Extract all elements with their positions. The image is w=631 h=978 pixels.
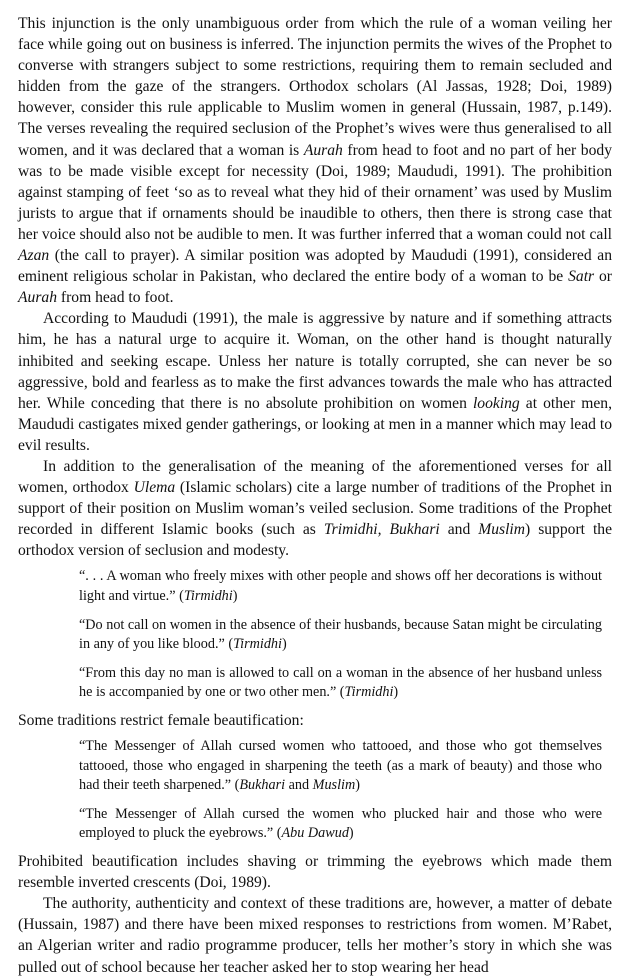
- term-aurah: Aurah: [303, 141, 343, 159]
- paragraph-beautification-intro: Some traditions restrict female beautification:: [18, 712, 304, 729]
- quote-close: ): [348, 825, 354, 842]
- quote-abu-dawud: [79, 805, 602, 844]
- quote-source: Abu Dawud: [281, 825, 349, 842]
- quote-text: “The Messenger of Allah cursed women who tattooed, and those who got themselves tattooed, those who engaged in sharpening the teeth (as a mark of beauty) and those who had their teeth sharpened.” (: [79, 738, 602, 794]
- paragraph-maududi: [18, 308, 612, 456]
- quote-source: Tirmidhi: [183, 588, 233, 605]
- paragraph-injunction: [18, 13, 612, 308]
- book-bukhari: Bukhari: [389, 521, 440, 539]
- term-aurah: Aurah: [18, 289, 57, 307]
- quote-text: “Do not call on women in the absence of their husbands, because Satan might be circulating in any of you like blood.” (: [79, 616, 602, 653]
- quote-tirmidhi-1: [79, 567, 602, 606]
- paragraph-traditions: [18, 456, 612, 561]
- quote-close: ): [232, 588, 238, 605]
- term-satr: Satr: [568, 268, 595, 286]
- quote-text: and: [285, 777, 313, 794]
- term-ulema: Ulema: [133, 479, 176, 497]
- quote-source: Muslim: [312, 777, 356, 794]
- quote-bukhari-muslim: [79, 737, 602, 796]
- text: at other men, Maududi castigates mixed gender gatherings, or looking at men in a manner which may lead to evil results.: [18, 394, 612, 454]
- text: from head to foot.: [56, 289, 174, 307]
- quote-close: ): [393, 684, 399, 701]
- quote-source: Tirmidhi: [233, 636, 282, 653]
- text: (the call to prayer). A similar position was adopted by Maududi (1991), considered an eminent religious scholar in Pakistan, who declared the entire body of a woman to be: [18, 247, 612, 286]
- book-trimidhi: Trimidhi,: [323, 521, 382, 539]
- quote-text: “. . . A woman who freely mixes with other people and shows off her decorations is without light and virtue.” (: [79, 568, 602, 605]
- quote-source: Bukhari: [239, 777, 286, 794]
- quote-tirmidhi-3: [79, 664, 602, 703]
- paragraph-prohibited-beautification: Prohibited beautification includes shaving or trimming the eyebrows which made them resemble inverted crescents (Doi, 1989).: [18, 853, 612, 892]
- quote-source: Tirmidhi: [344, 684, 394, 701]
- text: According to Maududi (1991), the male is aggressive by nature and if something attracts him, he has a natural urge to acquire it. Woman, on the other hand is thought naturally inhibited and seeking escape. Unless her nature is totally corrupted, she can never be so aggressive, bold and fearless as to make the first advances towards the male who has attracted her. While conceding that there is no absolute prohibition on women: [18, 310, 612, 412]
- quote-close: ): [355, 777, 360, 794]
- text: or: [594, 268, 612, 286]
- text: from head to foot and no part of her body was to be made visible except for necessity (Doi, 1989; Maududi, 1991). The prohibition against stamping of feet ‘so as to reveal what they hid of their ornament’ was used by Muslim jurists to argue that if ornaments should be inaudible to others, then there is strong case that her voice should also not be audible to men. It was further inferred that a woman could not call: [18, 141, 612, 243]
- paragraph-authority: The authority, authenticity and context of these traditions are, however, a matter of debate (Hussain, 1987) and there have been mixed responses to restrictions from women. M’Rabet, an Algerian writer and radio programme producer, tells her mother’s story in which she was pulled out of school because her teacher asked her to stop wearing her head: [18, 895, 612, 976]
- text: This injunction is the only unambiguous order from which the rule of a woman veiling her face while going out on business is inferred. The injunction permits the wives of the Prophet to converse with strangers subject to some restrictions, requiring them to remain secluded and hidden from the gaze of the strangers. Orthodox scholars (Al Jassas, 1928; Doi, 1989) however, consider this rule applicable to Muslim women in general (Hussain, 1987, p.149). The verses revealing the required seclusion of the Prophet’s wives were thus generalised to all women, and it was declared that a woman is: [18, 15, 612, 159]
- book-muslim: Muslim: [478, 521, 526, 539]
- term-looking: looking: [472, 394, 520, 412]
- document-page: [18, 13, 612, 978]
- quote-close: ): [281, 636, 287, 653]
- text: and: [439, 521, 479, 539]
- term-azan: Azan: [18, 247, 50, 265]
- text: (Islamic scholars) cite a large number of traditions of the Prophet in support of their position on Muslim woman’s veiled seclusion. Some traditions of the Prophet recorded in different Islamic books (such as: [18, 479, 612, 539]
- text: ) support the orthodox version of seclusion and modesty.: [18, 521, 613, 560]
- text: In addition to the generalisation of the meaning of the aforementioned verses for all women, orthodox: [18, 457, 612, 497]
- quote-text: “From this day no man is allowed to call on a woman in the absence of her husband unless he is accompanied by one or two other men.” (: [79, 664, 602, 701]
- text: [382, 521, 390, 538]
- quote-tirmidhi-2: [79, 616, 602, 655]
- quote-text: “The Messenger of Allah cursed the women who plucked hair and those who were employed to pluck the eyebrows.” (: [79, 805, 602, 842]
